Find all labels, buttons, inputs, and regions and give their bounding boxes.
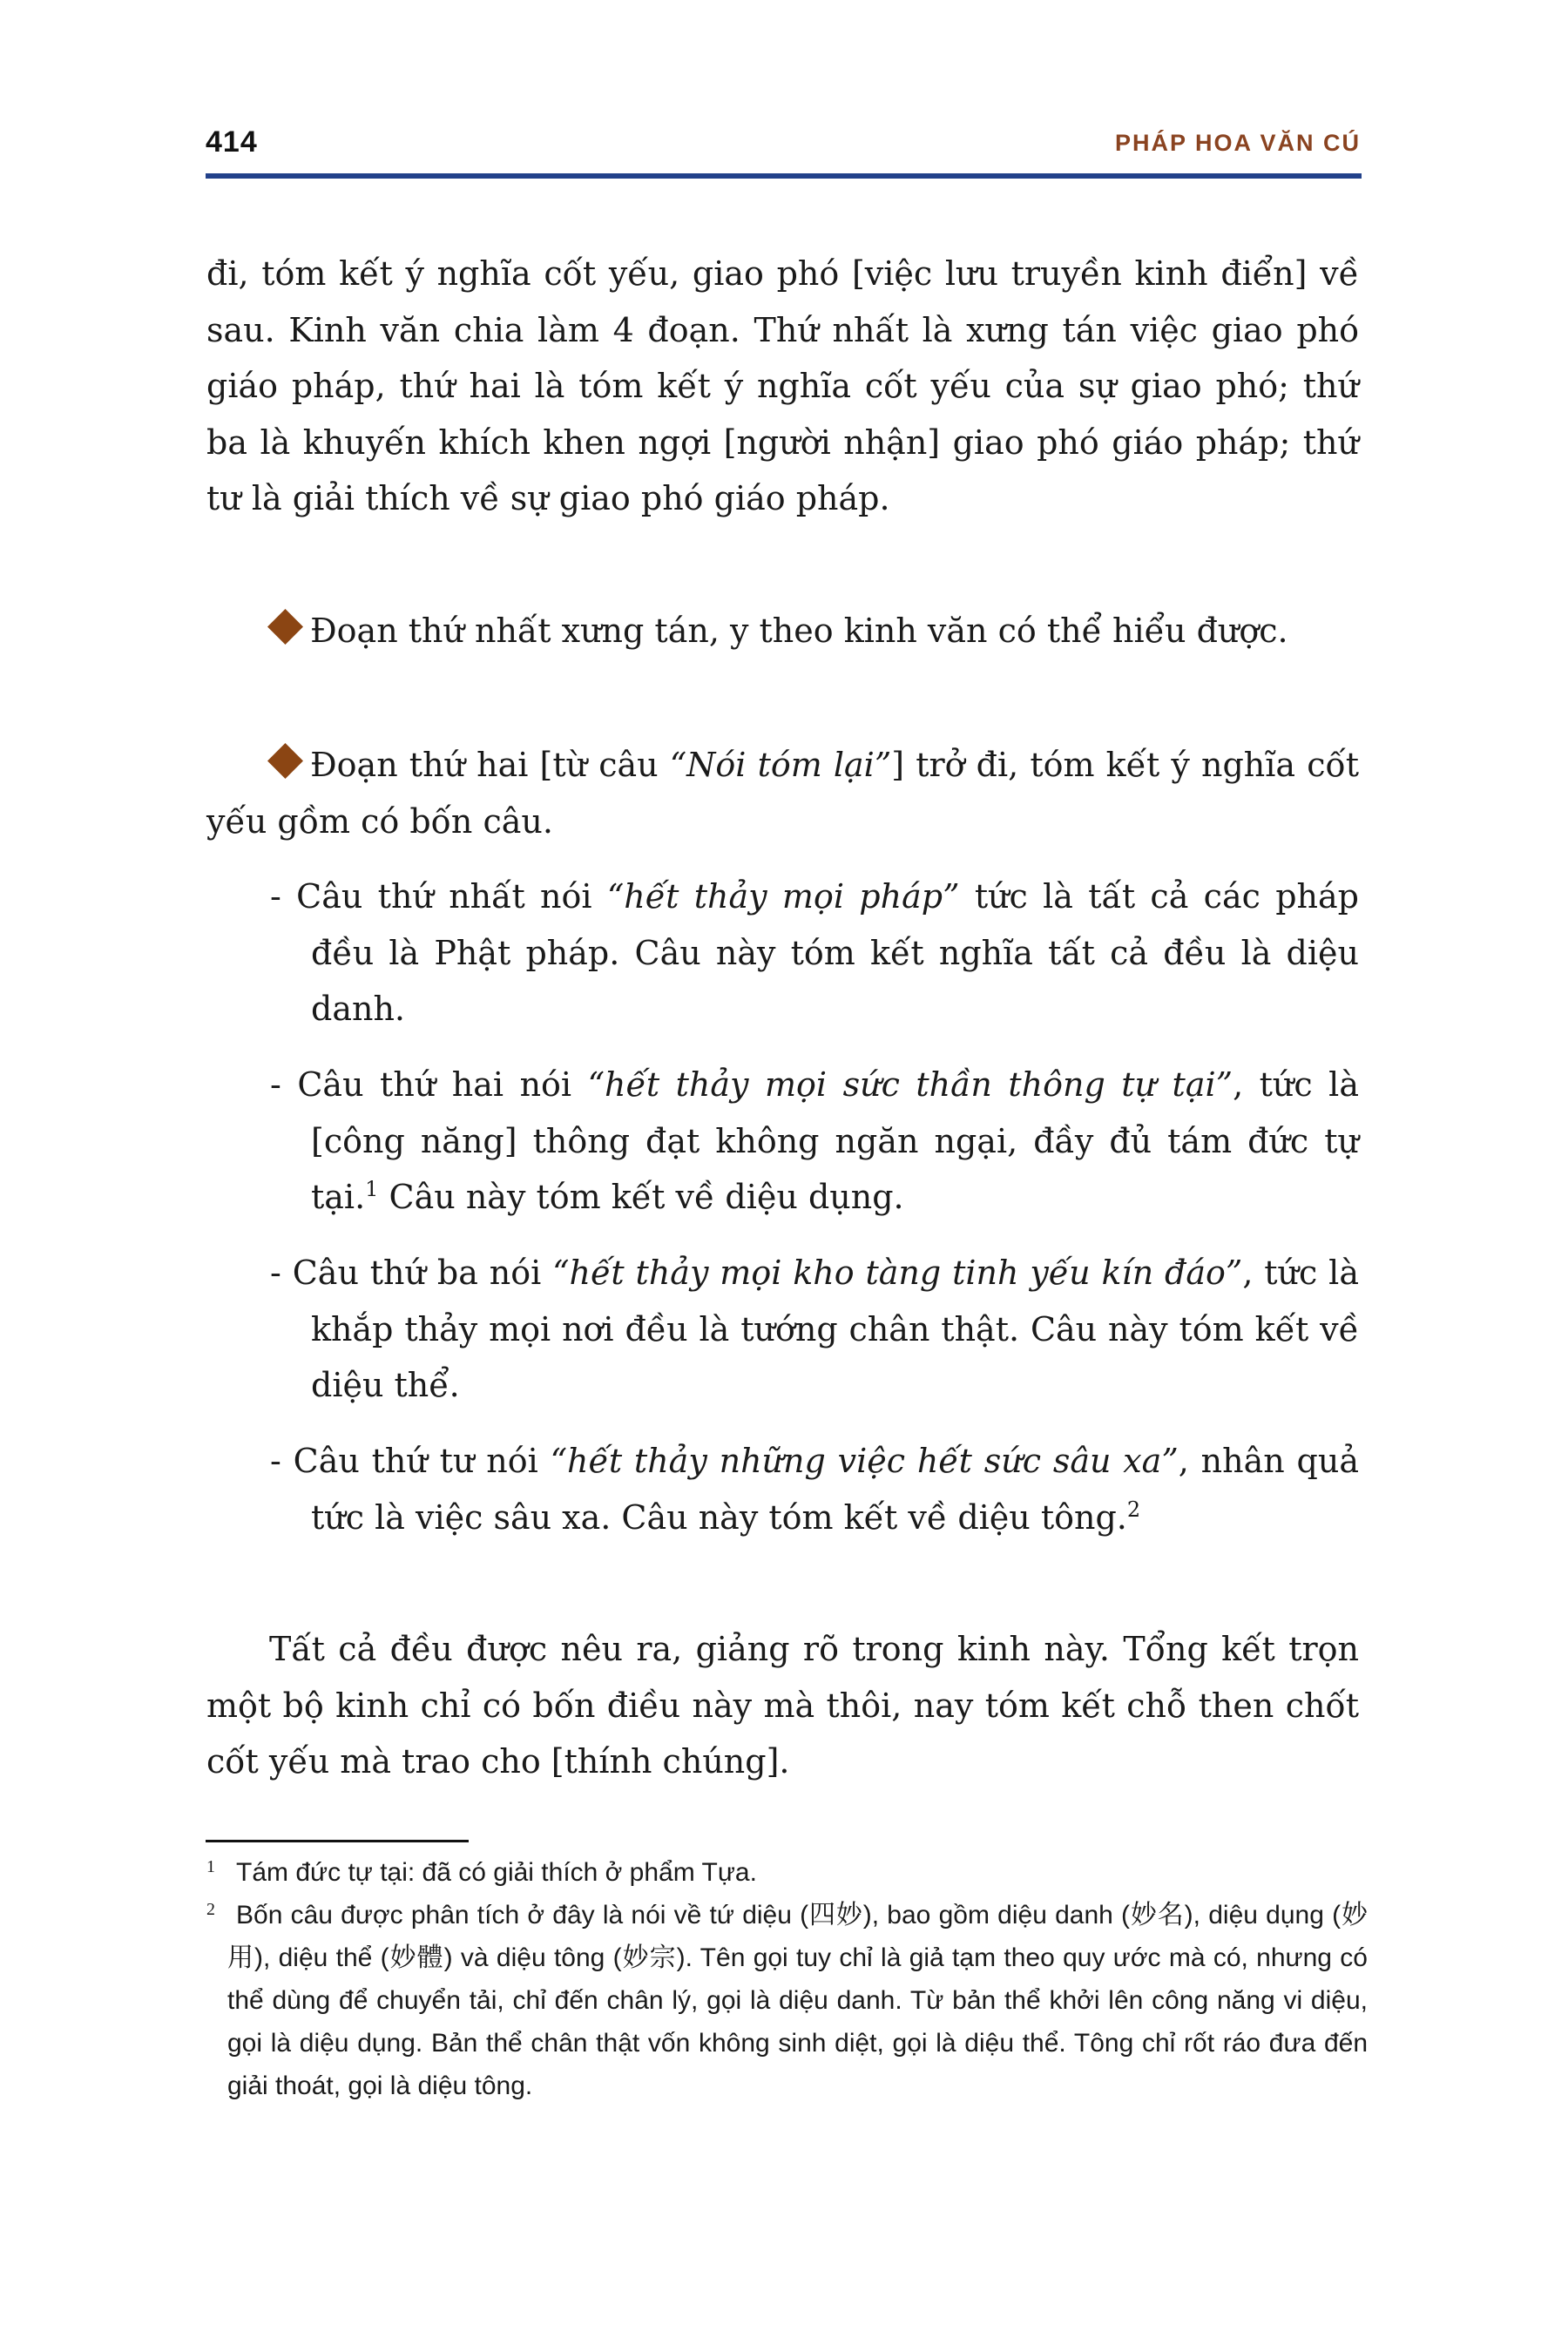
footnote-1: 1 Tám đức tự tại: đã có giải thích ở phẩm Tựa. bbox=[206, 1857, 757, 1887]
footnote-rule bbox=[206, 1840, 469, 1842]
page-number: 414 bbox=[206, 125, 258, 159]
diamond-bullet-icon bbox=[267, 743, 303, 779]
footnote-ref-1[interactable]: 1 bbox=[365, 1177, 379, 1201]
paragraph-section-2 bbox=[206, 737, 1359, 849]
paragraph-section-1 bbox=[206, 603, 1359, 659]
list-item bbox=[206, 1245, 1359, 1414]
list-item-lead: - Câu thứ hai nói bbox=[270, 1065, 588, 1104]
diamond-bullet-icon bbox=[267, 609, 303, 645]
quote-italic: “hết thảy mọi sức thần thông tự tại” bbox=[587, 1065, 1233, 1104]
footnote-text: Bốn câu được phân tích ở đây là nói về tứ diệu (四妙), bao gồm diệu danh (妙名), diệu dụng (妙用), diệu thể (妙體) và diệu tông (妙宗). Tên gọi tuy chỉ là giả tạm theo quy ước mà có, nhưng có thể dùng để chuyển tải, chỉ đến chân lý, gọi là diệu danh. Từ bản thể khởi lên công năng vi diệu, gọi là diệu dụng. Bản thể chân thật vốn không sinh diệt, gọi là diệu thể. Tông chỉ rốt ráo đưa đến giải thoát, gọi là diệu tông. bbox=[227, 1901, 1368, 2100]
paragraph-intro: đi, tóm kết ý nghĩa cốt yếu, giao phó [việc lưu truyền kinh điển] về sau. Kinh văn chia làm 4 đoạn. Thứ nhất là xưng tán việc giao phó giáo pháp, thứ hai là tóm kết ý nghĩa cốt yếu của sự giao phó; thứ ba là khuyến khích khen ngợi [người nhận] giao phó giáo pháp; thứ tư là giải thích về sự giao phó giáo pháp. bbox=[206, 254, 1359, 517]
list-item-lead: - Câu thứ tư nói bbox=[270, 1442, 551, 1480]
quote-italic: “hết thảy mọi pháp” bbox=[606, 877, 960, 916]
list-item-text: , tức là [công năng] thông đạt không ngăn ngại, đầy đủ tám đức tự tại. bbox=[311, 1065, 1359, 1216]
footnote-2: 2 Bốn câu được phân tích ở đây là nói về tứ diệu (四妙), bao gồm diệu danh (妙名), diệu dụng (妙用), diệu thể (妙體) và diệu tông (妙宗). Tên gọi tuy chỉ là giả tạm theo quy ước mà có, nhưng có thể dùng để chuyển tải, chỉ đến chân lý, gọi là diệu danh. Từ bản thể khởi lên công năng vi diệu, gọi là diệu dụng. Bản thể chân thật vốn không sinh diệt, gọi là diệu thể. Tông chỉ rốt ráo đưa đến giải thoát, gọi là diệu tông. bbox=[206, 1900, 1368, 2100]
list-item bbox=[206, 1057, 1359, 1226]
quote-italic: “hết thảy những việc hết sức sâu xa” bbox=[550, 1442, 1179, 1480]
paragraph-conclusion: Tất cả đều được nêu ra, giảng rõ trong kinh này. Tổng kết trọn một bộ kinh chỉ có bốn điều này mà thôi, nay tóm kết chỗ then chốt cốt yếu mà trao cho [thính chúng]. bbox=[206, 1630, 1359, 1781]
section-2-text: Đoạn thứ hai [từ câu bbox=[310, 746, 670, 784]
list-item bbox=[206, 868, 1359, 1037]
quote-italic: “hết thảy mọi kho tàng tinh yếu kín đáo” bbox=[552, 1254, 1243, 1292]
list-item-lead: - Câu thứ nhất nói bbox=[270, 877, 607, 916]
list-item bbox=[206, 1433, 1359, 1545]
section-1-text: Đoạn thứ nhất xưng tán, y theo kinh văn có thể hiểu được. bbox=[310, 612, 1288, 650]
list-item-lead: - Câu thứ ba nói bbox=[270, 1254, 553, 1292]
list-item-text: , tức là khắp thảy mọi nơi đều là tướng chân thật. Câu này tóm kết về diệu thể. bbox=[311, 1254, 1359, 1404]
footnote-ref-2[interactable]: 2 bbox=[1126, 1497, 1141, 1522]
header-rule bbox=[206, 173, 1362, 179]
list-item-text: , nhân quả tức là việc sâu xa. Câu này tóm kết về diệu tông. bbox=[311, 1442, 1360, 1537]
footnote-text: Tám đức tự tại: đã có giải thích ở phẩm Tựa. bbox=[236, 1858, 757, 1887]
running-title: PHÁP HOA VĂN CÚ bbox=[1114, 130, 1361, 156]
list-item-text-end: Câu này tóm kết về diệu dụng. bbox=[378, 1178, 904, 1216]
quote-italic: “Nói tóm lại” bbox=[669, 746, 892, 784]
list-item-text: tức là tất cả các pháp đều là Phật pháp. Câu này tóm kết nghĩa tất cả đều là diệu danh. bbox=[311, 877, 1359, 1028]
section-2-text-end: ] trở đi, tóm kết ý nghĩa cốt yếu gồm có bốn câu. bbox=[206, 746, 1359, 841]
